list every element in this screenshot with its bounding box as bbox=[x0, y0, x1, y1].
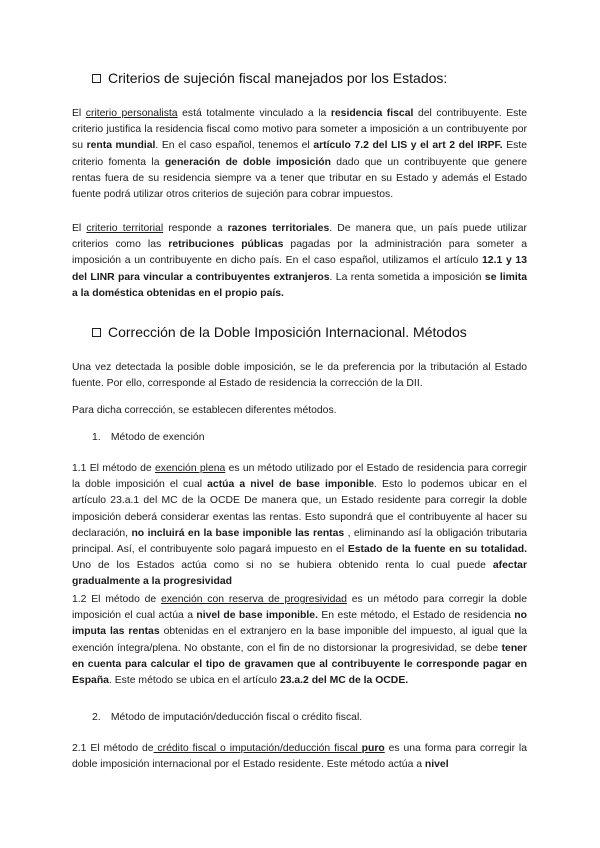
paragraph-metodos: Para dicha corrección, se establecen diferentes métodos. bbox=[72, 405, 337, 416]
checkbox-icon bbox=[92, 74, 101, 83]
paragraph-credito-fiscal: 2.1 El método de crédito fiscal o imputación/deducción fiscal puro es una forma para corregir la doble imposición internacional por el Estado residente. Este método actúa a nivel bbox=[72, 743, 528, 771]
checkbox-icon bbox=[92, 328, 101, 337]
list-item-metodo-imputacion: 2. Método de imputación/deducción fiscal o crédito fiscal. bbox=[92, 712, 363, 723]
paragraph-exencion-plena: 1.1 El método de exención plena es un método utilizado por el Estado de residencia para corregir la doble imposición el cual actúa a nivel de base imponible. Esto lo podemos ubicar en el artículo 23.a.1 del MC de la OCDE De manera que, un Estado residente para corregir la doble imposición deberá considerar exentas las rentas. Esto supondrá que el contribuyente al hacer su declaración, no incluirá en la base imponible las rentas , eliminando así la obligación tributaria principal. Así, el contribuyente solo pagará impuesto en el Estado de la fuente en su totalidad. Uno de los Estados actúa como si no se hubiera obtenido renta lo cual puede afectar gradualmente a la progresividad bbox=[72, 463, 527, 588]
paragraph-criterio-territorial: El criterio territorial responde a razones territoriales. De manera que, un país puede utilizar criterios como las retribuciones públicas pagadas por la administración para someter a imposición a un contribuyente en dicho país. En el caso español, utilizamos el artículo 12.1 y 13 del LINR para vincular a contribuyentes extranjeros. La renta sometida a imposición se limita a la doméstica obtenidas en el propio país. bbox=[72, 223, 527, 299]
list-item-metodo-exencion: 1. Método de exención bbox=[92, 432, 205, 443]
section-heading-criterios: Criterios de sujeción fiscal manejados por los Estados: bbox=[92, 70, 447, 86]
paragraph-exencion-progresividad: 1.2 El método de exención con reserva de progresividad es un método para corregir la doble imposición el cual actúa a nivel de base imponible. En este método, el Estado de residencia no imputa las rentas obtenidas en el extranjero en la base imponible del impuesto, al igual que la exención íntegra/plena. No obstante, con el fin de no distorsionar la progresividad, se debe tener en cuenta para calcular el tipo de gravamen que al contribuyente le corresponde pagar en España. Este método se ubica en el artículo 23.a.2 del MC de la OCDE. bbox=[72, 594, 528, 687]
section-heading-correccion: Corrección de la Doble Imposición Internacional. Métodos bbox=[92, 324, 467, 340]
paragraph-criterio-personalista: El criterio personalista está totalmente vinculado a la residencia fiscal del contribuyente. Este criterio justifica la residencia fiscal como motivo para someter a imposición a un contribuyente por su renta mundial. En el caso español, tenemos el artículo 7.2 del LIS y el art 2 del IRPF. Este criterio fomenta la generación de doble imposición dado que un contribuyente que genere rentas fuera de su residencia siempre va a tener que tributar en su Estado y además el Estado fuente podrá utilizar otros criterios de sujeción para cobrar impuestos. bbox=[72, 108, 527, 201]
paragraph-intro-dii: Una vez detectada la posible doble imposición, se le da preferencia por la tributación al Estado fuente. Por ello, corresponde al Estado de residencia la corrección de la DII. bbox=[72, 362, 527, 390]
